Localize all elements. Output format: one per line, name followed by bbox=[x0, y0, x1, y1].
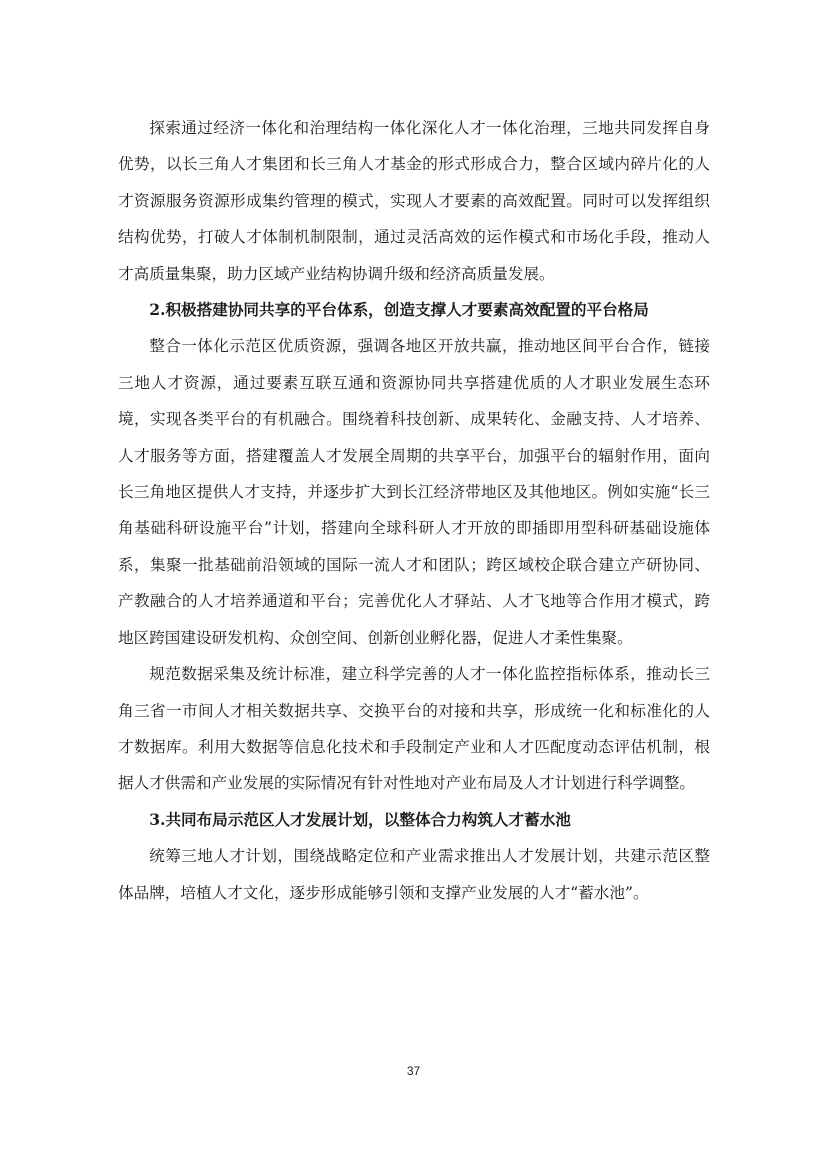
section-heading-platform-system: 2.积极搭建协同共享的平台体系，创造支撑人才要素高效配置的平台格局 bbox=[149, 300, 649, 320]
paragraph-data-standards: 规范数据采集及统计标准，建立科学完善的人才一体化监控指标体系，推动长三角三省一市间人才相关数据共享、交换平台的对接和共享，形成统一化和标准化的人才数据库。利用大数据等信息化技术和手段制定产业和人才匹配度动态评估机制，根据人才供需和产业发展的实际情况有针对性地对产业布局及人才计划进行科学调整。 bbox=[118, 665, 710, 793]
paragraph-talent-reservoir: 统筹三地人才计划，围绕战略定位和产业需求推出人才发展计划，共建示范区整体品牌，培植人才文化，逐步形成能够引领和支撑产业发展的人才“蓄水池”。 bbox=[118, 847, 710, 902]
paragraph-talent-governance: 探索通过经济一体化和治理结构一体化深化人才一体化治理，三地共同发挥自身优势，以长三角人才集团和长三角人才基金的形式形成合力，整合区域内碎片化的人才资源服务资源形成集约管理的模式，实现人才要素的高效配置。同时可以发挥组织结构优势，打破人才体制机制限制，通过灵活高效的运作模式和市场化手段，推动人才高质量集聚，助力区域产业结构协调升级和经济高质量发展。 bbox=[118, 119, 710, 283]
paragraph-platform-integration: 整合一体化示范区优质资源，强调各地区开放共赢，推动地区间平台合作，链接三地人才资源，通过要素互联互通和资源协同共享搭建优质的人才职业发展生态环境，实现各类平台的有机融合。围绕着科技创新、成果转化、金融支持、人才培养、人才服务等方面，搭建覆盖人才发展全周期的共享平台，加强平台的辐射作用，面向长三角地区提供人才支持，并逐步扩大到长江经济带地区及其他地区。例如实施“长三角基础科研设施平台”计划，搭建向全球科研人才开放的即插即用型科研基础设施体系，集聚一批基础前沿领域的国际一流人才和团队；跨区域校企联合建立产研协同、产教融合的人才培养通道和平台；完善优化人才驿站、人才飞地等合作用才模式，跨地区跨国建设研发机构、众创空间、创新创业孵化器，促进人才柔性集聚。 bbox=[118, 337, 710, 647]
page-content bbox=[118, 110, 710, 911]
page-number: 37 bbox=[406, 1064, 421, 1078]
section-heading-talent-plan: 3.共同布局示范区人才发展计划，以整体合力构筑人才蓄水池 bbox=[149, 809, 571, 829]
